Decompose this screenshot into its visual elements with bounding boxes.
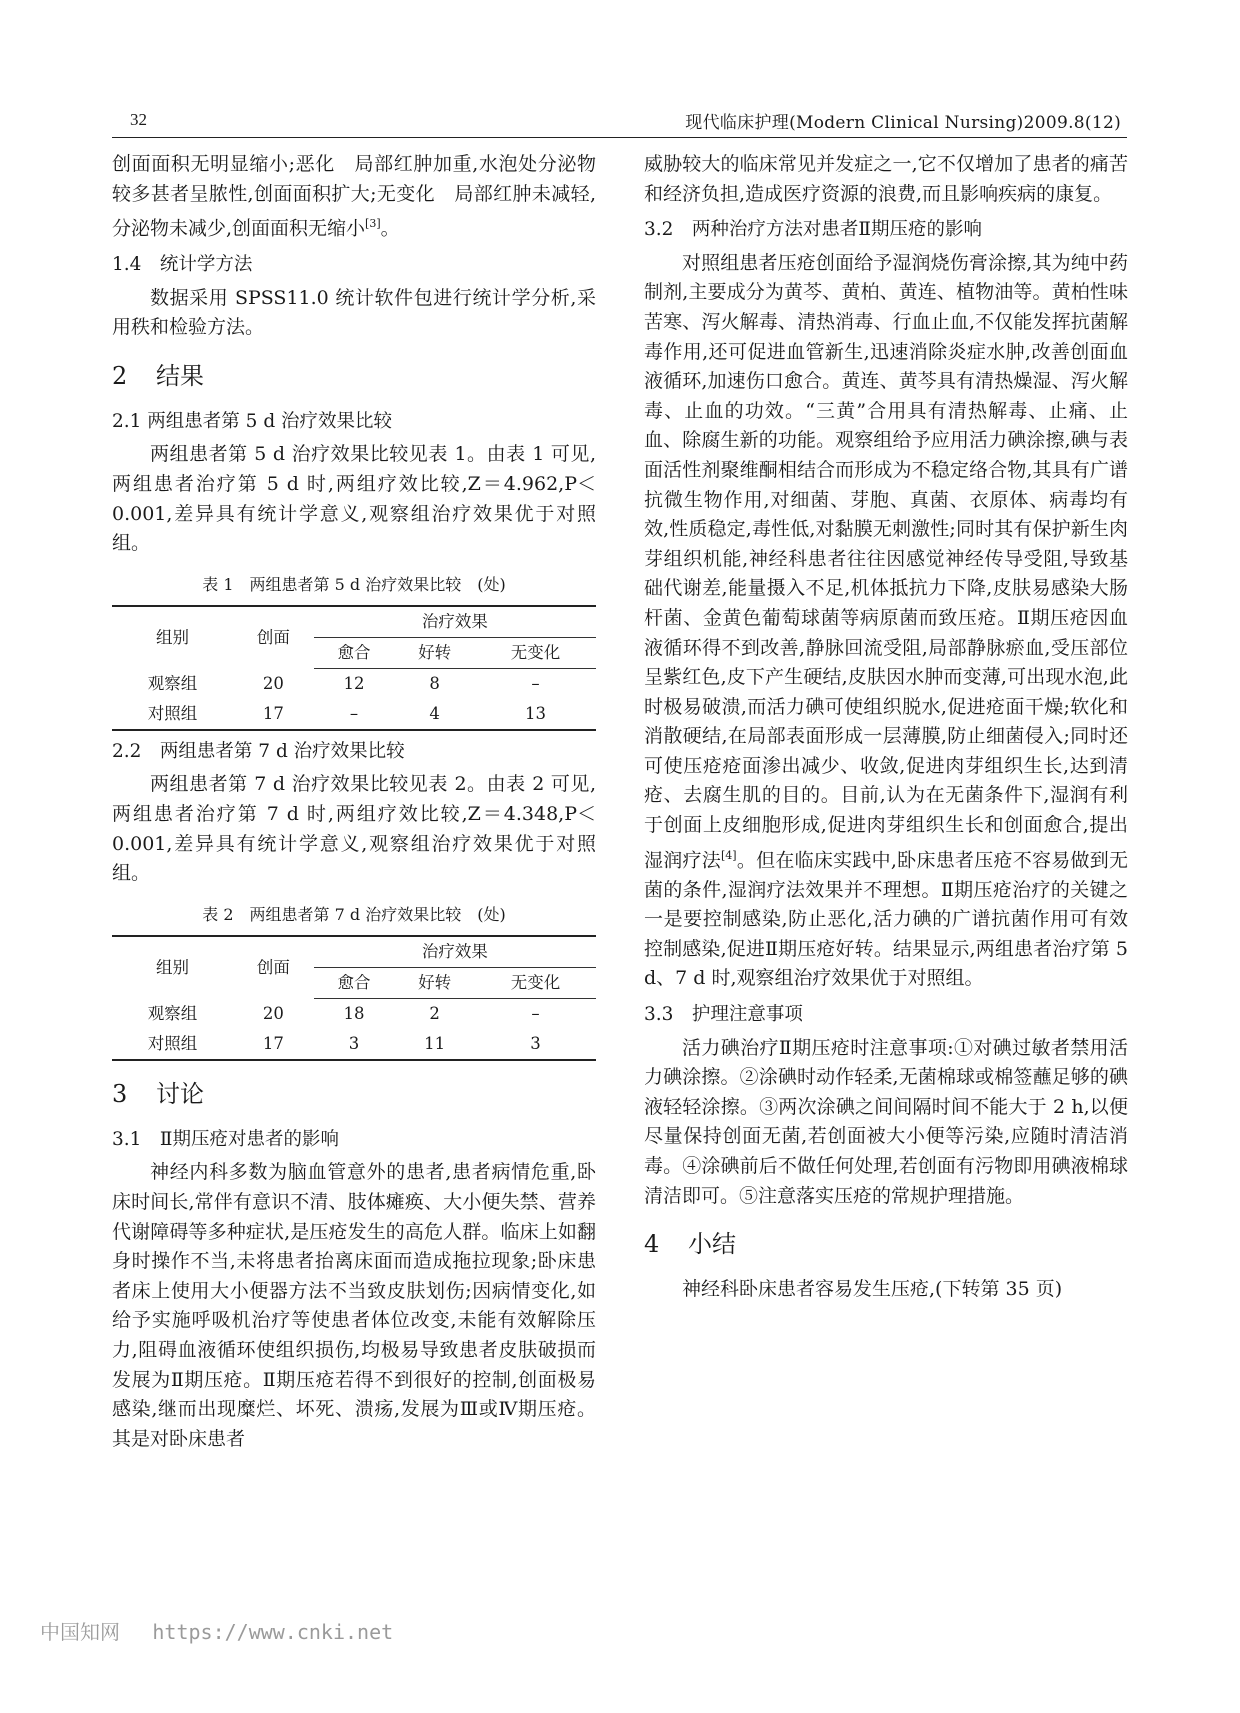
page-number: 32: [130, 110, 147, 129]
left-column: [112, 150, 596, 1454]
column-header: 组别: [112, 936, 233, 999]
column-header: 组别: [112, 606, 233, 669]
page-header: [112, 104, 1127, 138]
paragraph: 神经内科多数为脑血管意外的患者,患者病情危重,卧床时间长,常伴有意识不清、肢体瘫痪、大小便失禁、营养代谢障碍等多种症状,是压疮发生的高危人群。临床上如翻身时操作不当,未将患者抬离床面而造成拖拉现象;卧床患者床上使用大小便器方法不当致皮肤划伤;因病情变化,如给予实施呼吸机治疗等使患者体位改变,未能有效解除压力,阻碍血液循环使组织损伤,均极易导致患者皮肤破损而发展为Ⅱ期压疮。Ⅱ期压疮若得不到很好的控制,创面极易感染,继而出现糜烂、坏死、溃疡,发展为Ⅲ或Ⅳ期压疮。其是对卧床患者: [112, 1161, 596, 1450]
table-row: 观察组 20 12 8 –: [147, 673, 540, 693]
section-heading: 1.4 统计学方法: [112, 254, 253, 276]
table-row: 观察组 20 18 2 –: [147, 1003, 540, 1023]
section-heading: 4 小结: [644, 1230, 736, 1259]
paragraph: 对照组患者压疮创面给予湿润烧伤膏涂擦,其为纯中药制剂,主要成分为黄芩、黄柏、黄连、植物油等。黄柏性味苦寒、泻火解毒、清热消毒、行血止血,不仅能发挥抗菌解毒作用,还可促进血管新生,迅速消除炎症水肿,改善创面血液循环,加速伤口愈合。黄连、黄芩具有清热燥湿、泻火解毒、止血的功效。“三黄”合用具有清热解毒、止痛、止血、除腐生新的功能。观察组给予应用活力碘涂擦,碘与表面活性剂聚维酮相结合而形成为不稳定络合物,其具有广谱抗微生物作用,对细菌、芽胞、真菌、衣原体、病毒均有效,性质稳定,毒性低,对黏膜无刺激性;同时其有保护新生肉芽组织机能,神经科患者往往因感觉神经传导受阻,导致基础代谢差,能量摄入不足,机体抵抗力下降,皮肤易感染大肠杆菌、金黄色葡萄球菌等病原菌而致压疮。Ⅱ期压疮因血液循环得不到改善,静脉回流受阻,局部静脉瘀血,受压部位呈紫红色,皮下产生硬结,皮肤因水肿而变薄,可出现水泡,此时极易破溃,而活力碘可使组织脱水,促进疮面干燥;软化和消散硬结,在局部表面形成一层薄膜,防止细菌侵入;同时还可使压疮疮面渗出减少、收敛,促进肉芽组织生长,达到清疮、去腐生肌的目的。目前,认为在无菌条件下,湿润有利于创面上皮细胞形成,促进肉芽组织生长和创面愈合,提出湿润疗法[4]。但在临床实践中,卧床患者压疮不容易做到无菌的条件,湿润疗法效果并不理想。Ⅱ期压疮治疗的关键之一是要控制感染,防止恶化,活力碘的广谱抗菌作用可有效控制感染,促进Ⅱ期压疮好转。结果显示,两组患者治疗第 5 d、7 d 时,观察组治疗效果优于对照组。: [644, 251, 1128, 990]
right-column: [644, 150, 1128, 1305]
column-header: 创面: [233, 936, 314, 999]
citation[interactable]: [4]: [721, 848, 737, 862]
paragraph: 两组患者第 7 d 治疗效果比较见表 2。由表 2 可见,两组患者治疗第 7 d 时,两组疗效比较,Z＝4.348,P＜0.001,差异具有统计学意义,观察组治疗效果优于对照组。: [112, 773, 596, 885]
column-header: 好转: [394, 637, 475, 668]
journal-title: 现代临床护理(Modern Clinical Nursing)2009.8(12): [685, 113, 1121, 133]
results-table-2: [112, 935, 596, 1061]
results-table-1: [112, 605, 596, 731]
paragraph: 神经科卧床患者容易发生压疮,(下转第 35 页): [682, 1278, 1063, 1301]
section-heading: 3 讨论: [112, 1079, 204, 1108]
column-header: 创面: [233, 606, 314, 669]
site-url[interactable]: https://www.cnki.net: [152, 1620, 394, 1644]
paragraph: 数据采用 SPSS11.0 统计软件包进行统计学分析,采用秩和检验方法。: [112, 286, 596, 339]
citation[interactable]: [3]: [365, 217, 381, 231]
subsection-heading: 3.2 两种治疗方法对患者Ⅱ期压疮的影响: [644, 219, 982, 241]
subsection-heading: 2.1 两组患者第 5 d 治疗效果比较: [112, 410, 393, 432]
paragraph: 活力碘治疗Ⅱ期压疮时注意事项:①对碘过敏者禁用活力碘涂擦。②涂碘时动作轻柔,无菌棉球或棉签蘸足够的碘液轻轻涂擦。③两次涂碘之间间隔时间不能大于 2 h,以便尽量保持创面无菌,若创面被大小便等污染,应随时清洁消毒。④涂碘前后不做任何处理,若创面有污物即用碘液棉球清洁即可。⑤注意落实压疮的常规护理措施。: [644, 1036, 1128, 1207]
column-header: 无变化: [475, 967, 596, 998]
column-header: 无变化: [475, 637, 596, 668]
paragraph: 威胁较大的临床常见并发症之一,它不仅增加了患者的痛苦和经济负担,造成医疗资源的浪费,而且影响疾病的康复。: [644, 153, 1128, 205]
column-header: 好转: [394, 967, 475, 998]
watermark-footer: [40, 1616, 393, 1645]
column-header: 治疗效果: [314, 606, 596, 638]
table-caption: 表 2 两组患者第 7 d 治疗效果比较 (处): [202, 904, 506, 924]
subsection-heading: 2.2 两组患者第 7 d 治疗效果比较: [112, 740, 405, 762]
section-heading: 2 结果: [112, 361, 204, 390]
subsection-heading: 3.1 Ⅱ期压疮对患者的影响: [112, 1128, 339, 1150]
table-caption: 表 1 两组患者第 5 d 治疗效果比较 (处): [202, 574, 506, 594]
subsection-heading: 3.3 护理注意事项: [644, 1003, 803, 1025]
table-row: 对照组 17 3 11 3: [112, 1029, 596, 1060]
header-rule: [112, 137, 1127, 138]
site-name: 中国知网: [40, 1620, 120, 1644]
column-header: 治疗效果: [314, 936, 596, 968]
paragraph: 两组患者第 5 d 治疗效果比较见表 1。由表 1 可见,两组患者治疗第 5 d 时,两组疗效比较,Z＝4.962,P＜0.001,差异具有统计学意义,观察组治疗效果优于对照组。: [112, 443, 596, 555]
paragraph: 创面面积无明显缩小;恶化 局部红肿加重,水泡处分泌物较多甚者呈脓性,创面面积扩大;无变化 局部红肿未减轻,分泌物未减少,创面面积无缩小[3]。: [112, 153, 596, 240]
column-header: 愈合: [314, 967, 395, 998]
table-row: 对照组 17 – 4 13: [112, 699, 596, 730]
column-header: 愈合: [314, 637, 395, 668]
